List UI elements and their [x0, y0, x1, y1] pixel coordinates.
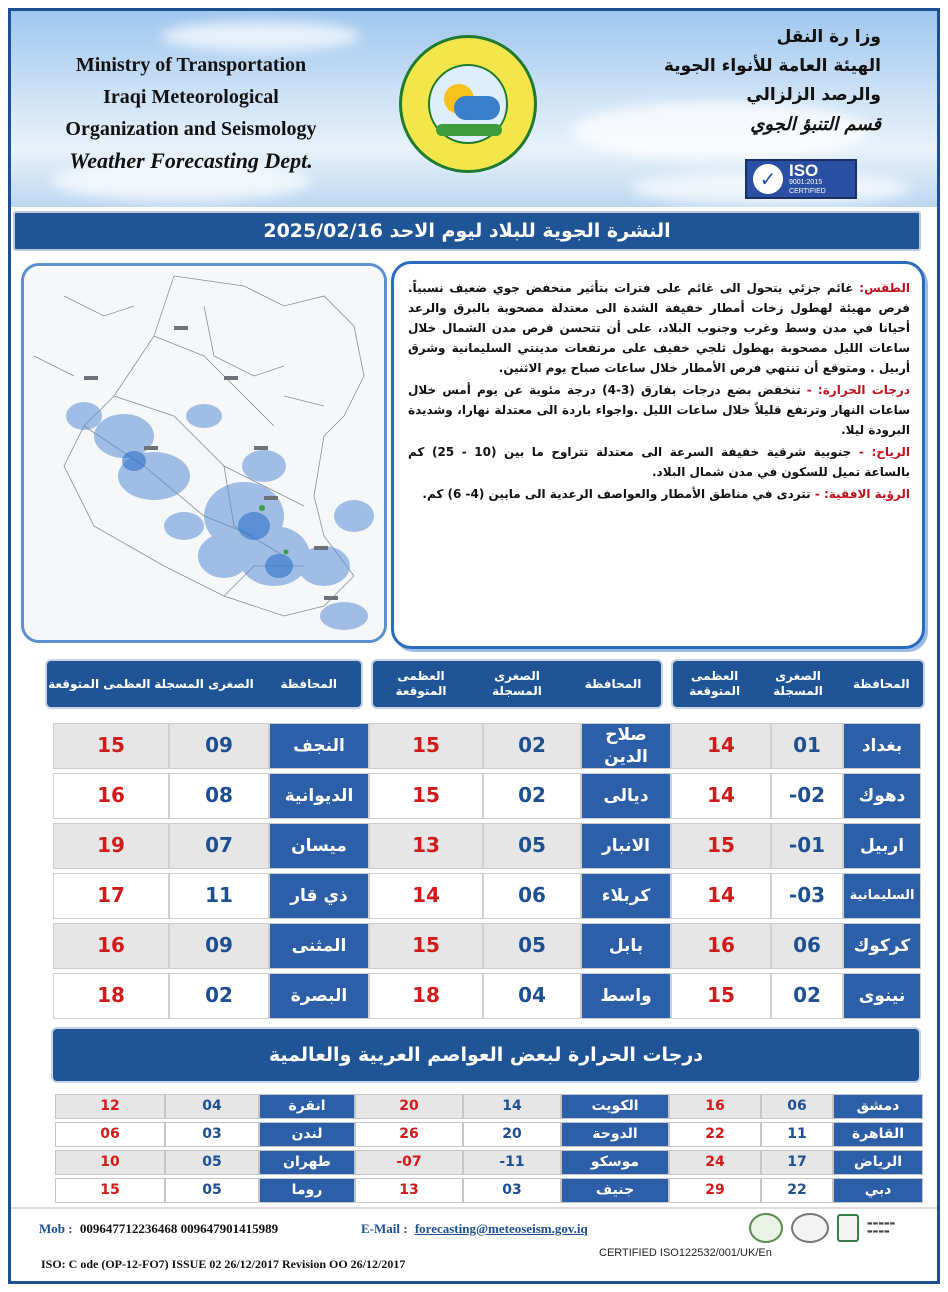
province-name: ديالى [581, 773, 671, 819]
province-min: 11 [169, 873, 269, 919]
table-header-3 [45, 659, 363, 709]
temperature-paragraph [408, 380, 910, 440]
capital-min: 11 [761, 1122, 833, 1147]
province-max: 16 [671, 923, 771, 969]
table-header-1 [671, 659, 925, 709]
capital-name: جنيف [561, 1178, 669, 1203]
table-row [53, 721, 929, 769]
province-name: بغداد [843, 723, 921, 769]
en-line-2: Iraqi Meteorological [103, 86, 279, 108]
capital-max: 15 [55, 1178, 165, 1203]
iso-standard: 9001:2015 [789, 178, 823, 186]
iso-main: ISO [789, 160, 819, 180]
table-row [53, 871, 929, 919]
visibility-label: الرؤية الافقية: - [814, 487, 910, 501]
capital-max: 10 [55, 1150, 165, 1175]
wind-paragraph [408, 442, 910, 482]
wind-label: الرياح: - [858, 445, 910, 459]
province-max: 18 [369, 973, 483, 1019]
province-max: 15 [671, 973, 771, 1019]
capital-name: الكويت [561, 1094, 669, 1119]
temperature-text: تنخفض بضع درجات بفارق (3-4) درجة مئوية عن يوم أمس خلال ساعات النهار وترتفع قليلاً خلال ساعات الليل .واجواء باردة الى معتدلة نهارا، وشديدة البرودة ليلا. [408, 383, 910, 437]
mobile-contact [39, 1221, 278, 1237]
email-link[interactable]: forecasting@meteoseism.gov.iq [414, 1221, 588, 1236]
ar-line-3: والرصد الزلزالي [746, 85, 881, 105]
province-max: 14 [671, 773, 771, 819]
province-max: 14 [671, 873, 771, 919]
province-max: 15 [369, 773, 483, 819]
page-header [11, 11, 937, 207]
capital-max: 26 [355, 1122, 463, 1147]
province-min: -03 [771, 873, 843, 919]
province-min: 07 [169, 823, 269, 869]
col-max: العظمى المتوقعة [395, 669, 447, 698]
province-name: البصرة [269, 973, 369, 1019]
province-max: 19 [53, 823, 169, 869]
satellite-map [21, 263, 387, 643]
mob-numbers: 009647712236468 009647901415989 [79, 1221, 279, 1236]
province-name: ذي قار [269, 873, 369, 919]
capital-min: 14 [463, 1094, 561, 1119]
capital-min: 04 [165, 1094, 259, 1119]
ukas-logo-icon [837, 1214, 859, 1242]
capital-max: 16 [669, 1094, 761, 1119]
cas-logo-icon [791, 1213, 829, 1243]
capital-min: 06 [761, 1094, 833, 1119]
province-min: 02 [771, 973, 843, 1019]
organization-logo [399, 35, 537, 173]
email-label: E-Mail : [361, 1221, 408, 1236]
accreditation-mark-icon: ▬▬▬▬▬ ▬▬▬▬ [867, 1220, 896, 1235]
col-min: الصغرى المسجلة [492, 669, 542, 698]
capital-min: 17 [761, 1150, 833, 1175]
province-min: 02 [483, 723, 581, 769]
visibility-text: تتردى في مناطق الأمطار والعواصف الرعدية الى مابين (4- 6) كم. [422, 487, 811, 501]
col-province: المحافظة [280, 676, 337, 691]
english-org-name [31, 49, 351, 177]
table-row [53, 821, 929, 869]
province-max: 16 [53, 773, 169, 819]
province-min: 06 [771, 923, 843, 969]
temperature-label: درجات الحرارة: - [806, 383, 910, 397]
province-name: دهوك [843, 773, 921, 819]
capital-min: 05 [165, 1178, 259, 1203]
province-max: 15 [53, 723, 169, 769]
iso-certified-badge [745, 159, 857, 199]
province-max: 16 [53, 923, 169, 969]
bulletin-page [8, 8, 940, 1284]
province-name: المثنى [269, 923, 369, 969]
en-line-3: Organization and Seismology [65, 118, 317, 140]
page-footer [11, 1207, 937, 1283]
capital-max: 22 [669, 1122, 761, 1147]
capital-max: 13 [355, 1178, 463, 1203]
world-capitals-title: درجات الحرارة لبعض العواصم العربية والعالمية [51, 1027, 921, 1083]
province-max: 14 [369, 873, 483, 919]
ar-line-1: وزا رة النقل [776, 27, 881, 47]
bulletin-title: النشرة الجوية للبلاد ليوم الاحد 2025/02/16 [13, 211, 921, 251]
table-row [53, 971, 929, 1019]
email-contact [361, 1221, 588, 1237]
province-name: الديوانية [269, 773, 369, 819]
capital-max: 24 [669, 1150, 761, 1175]
capital-name: لندن [259, 1122, 355, 1147]
checkmark-icon: ✓ [753, 164, 783, 194]
province-name: النجف [269, 723, 369, 769]
province-name: اربيل [843, 823, 921, 869]
province-max: 17 [53, 873, 169, 919]
province-min: -02 [771, 773, 843, 819]
province-name: كربلاء [581, 873, 671, 919]
province-name: نينوى [843, 973, 921, 1019]
certification-logos [749, 1213, 937, 1243]
province-max: 13 [369, 823, 483, 869]
table-row [53, 771, 929, 819]
capital-min: 03 [463, 1178, 561, 1203]
wind-text: جنوبية شرقية خفيفة السرعة الى معتدلة تتراوح ما بين (10 - 25) كم بالساعة تميل للسكون في مدن شمال البلاد. [408, 445, 910, 479]
province-max: 15 [671, 823, 771, 869]
capital-name: موسكو [561, 1150, 669, 1175]
table-row [55, 1121, 925, 1148]
mob-label: Mob : [39, 1221, 73, 1236]
capital-min: 22 [761, 1178, 833, 1203]
certified-line: CERTIFIED ISO122532/001/UK/En [599, 1247, 772, 1259]
capital-name: انقرة [259, 1094, 355, 1119]
org-seal-icon [749, 1213, 783, 1243]
province-min: 04 [483, 973, 581, 1019]
table-row [55, 1149, 925, 1176]
iraq-cloud-map [24, 266, 384, 640]
ar-dept: قسم التنبؤ الجوي [750, 114, 881, 135]
capital-max: 20 [355, 1094, 463, 1119]
province-name: السليمانية [843, 873, 921, 919]
col-province: المحافظة [853, 676, 910, 691]
province-min: 09 [169, 723, 269, 769]
province-min: 02 [169, 973, 269, 1019]
table-header-2 [371, 659, 663, 709]
col-province: المحافظة [584, 676, 642, 691]
province-name: بابل [581, 923, 671, 969]
capital-name: الدوحة [561, 1122, 669, 1147]
province-name: واسط [581, 973, 671, 1019]
grass-icon [436, 124, 502, 136]
table-row [53, 921, 929, 969]
table-row [55, 1177, 925, 1204]
capital-max: -07 [355, 1150, 463, 1175]
province-name: كركوك [843, 923, 921, 969]
capital-name: الرياض [833, 1150, 923, 1175]
capital-name: طهران [259, 1150, 355, 1175]
cloud-icon [454, 96, 500, 120]
province-min: -01 [771, 823, 843, 869]
capital-name: دبي [833, 1178, 923, 1203]
province-max: 18 [53, 973, 169, 1019]
iso-certified: CERTIFIED [789, 187, 826, 195]
visibility-paragraph [408, 484, 910, 504]
province-name: الانبار [581, 823, 671, 869]
table-row [55, 1093, 925, 1120]
capital-name: روما [259, 1178, 355, 1203]
capital-max: 12 [55, 1094, 165, 1119]
province-min: 09 [169, 923, 269, 969]
province-max: 15 [369, 723, 483, 769]
province-min: 06 [483, 873, 581, 919]
province-min: 08 [169, 773, 269, 819]
weather-text: غائم جزئي يتحول الى غائم على فترات بتأثير منخفض جوي ضعيف نسبياً. فرص مهيئة لهطول زخات أمطار خفيفة الشدة الى معتدلة مصحوبة بالبرق والرعد أحيانا في مدن وسط وغرب وجنوب البلاد، على أن تتحسن فرص مدن الشمال خلال ساعات الليل مصحوبة بهطول ثلجي خفيف على مرتفعات مدينتي السليمانية وشرق أربيل . ومتوقع أن تنتهي فرص الأمطار خلال ساعات صباح يوم الاثنين. [408, 281, 910, 375]
iso-code-line: ISO: C ode (OP-12-FO7) ISSUE 02 26/12/2017 Revision OO 26/12/2017 [41, 1257, 406, 1271]
province-min: 05 [483, 823, 581, 869]
capital-min: -11 [463, 1150, 561, 1175]
col-min: الصغرى المسجلة [154, 676, 254, 691]
province-max: 14 [671, 723, 771, 769]
weather-paragraph [408, 278, 910, 378]
province-name: ميسان [269, 823, 369, 869]
capital-min: 03 [165, 1122, 259, 1147]
province-max: 15 [369, 923, 483, 969]
province-min: 02 [483, 773, 581, 819]
capital-name: دمشق [833, 1094, 923, 1119]
weather-label: الطقس: [859, 281, 910, 295]
province-min: 05 [483, 923, 581, 969]
en-line-1: Ministry of Transportation [75, 54, 307, 76]
capital-max: 06 [55, 1122, 165, 1147]
capital-max: 29 [669, 1178, 761, 1203]
capital-min: 05 [165, 1150, 259, 1175]
capital-min: 20 [463, 1122, 561, 1147]
col-min: الصغرى المسجلة [773, 669, 823, 698]
arabic-org-name [581, 23, 881, 139]
ar-line-2: الهيئة العامة للأنواء الجوية [663, 56, 881, 76]
col-max: العظمى المتوقعة [689, 669, 741, 698]
capital-name: القاهرة [833, 1122, 923, 1147]
province-min: 01 [771, 723, 843, 769]
en-dept: Weather Forecasting Dept. [69, 148, 313, 173]
col-max: العظمى المتوقعة [48, 676, 151, 691]
province-name: صلاح الدين [581, 723, 671, 769]
forecast-text [391, 261, 925, 649]
